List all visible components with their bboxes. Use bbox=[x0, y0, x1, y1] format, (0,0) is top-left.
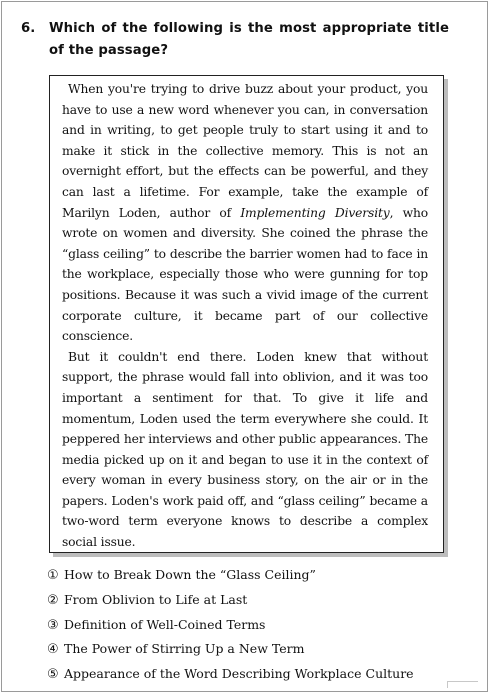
option-1[interactable] bbox=[47, 563, 467, 588]
option-4-number: ④ bbox=[47, 642, 59, 658]
passage-paragraph-1-part-b: , who wrote on women and diversity. She coined the phrase the “glass ceiling” to describe the barrier women had to face in the workplace, especially those who were gunning for top positions. Because it was such a vivid image of the current corporate culture, it became part of our collective conscience. bbox=[62, 205, 428, 344]
option-4-text: The Power of Stirring Up a New Term bbox=[64, 641, 305, 657]
option-3-number: ③ bbox=[47, 617, 59, 633]
option-5-text: Appearance of the Word Describing Workplace Culture bbox=[64, 666, 414, 682]
question-text: Which of the following is the most appropriate title of the passage? bbox=[49, 21, 449, 58]
question-number: 6. bbox=[21, 21, 36, 36]
answer-options bbox=[47, 563, 467, 687]
option-2-number: ② bbox=[47, 592, 59, 608]
option-3-text: Definition of Well-Coined Terms bbox=[64, 616, 266, 632]
passage-paragraph-1-part-a: When you're trying to drive buzz about your product, you have to use a new word whenever you can, in conversation and in writing, to get people truly to start using it and to make it stick in the collective memory. This is not an overnight effort, but the effects can be powerful, and they can last a lifetime. For example, take the example of Marilyn Loden, author of bbox=[62, 82, 428, 220]
passage-paragraph-2: But it couldn't end there. Loden knew that without support, the phrase would fall into oblivion, and it was too important a sentiment for that. To give it life and momentum, Loden used the term everywhere she could. It peppered her interviews and other public appearances. The media picked up on it and began to use it in the context of every woman in every business story, on the air or in the papers. Loden's work paid off, and “glass ceiling” became a two-word term everyone knows to describe a complex social issue. bbox=[62, 349, 428, 550]
option-5-number: ⑤ bbox=[47, 667, 59, 683]
option-2-text: From Oblivion to Life at Last bbox=[64, 591, 248, 607]
book-title: Implementing Diversity bbox=[240, 205, 390, 220]
option-1-text: How to Break Down the “Glass Ceiling” bbox=[64, 567, 316, 582]
passage bbox=[62, 79, 428, 553]
passage-paragraph-1 bbox=[62, 79, 428, 347]
option-5[interactable] bbox=[47, 662, 467, 687]
option-2[interactable] bbox=[47, 588, 467, 613]
question bbox=[21, 18, 449, 62]
option-3[interactable] bbox=[47, 613, 467, 638]
page-corner-mark bbox=[447, 681, 478, 688]
option-4[interactable] bbox=[47, 637, 467, 662]
option-1-number: ① bbox=[47, 568, 59, 583]
